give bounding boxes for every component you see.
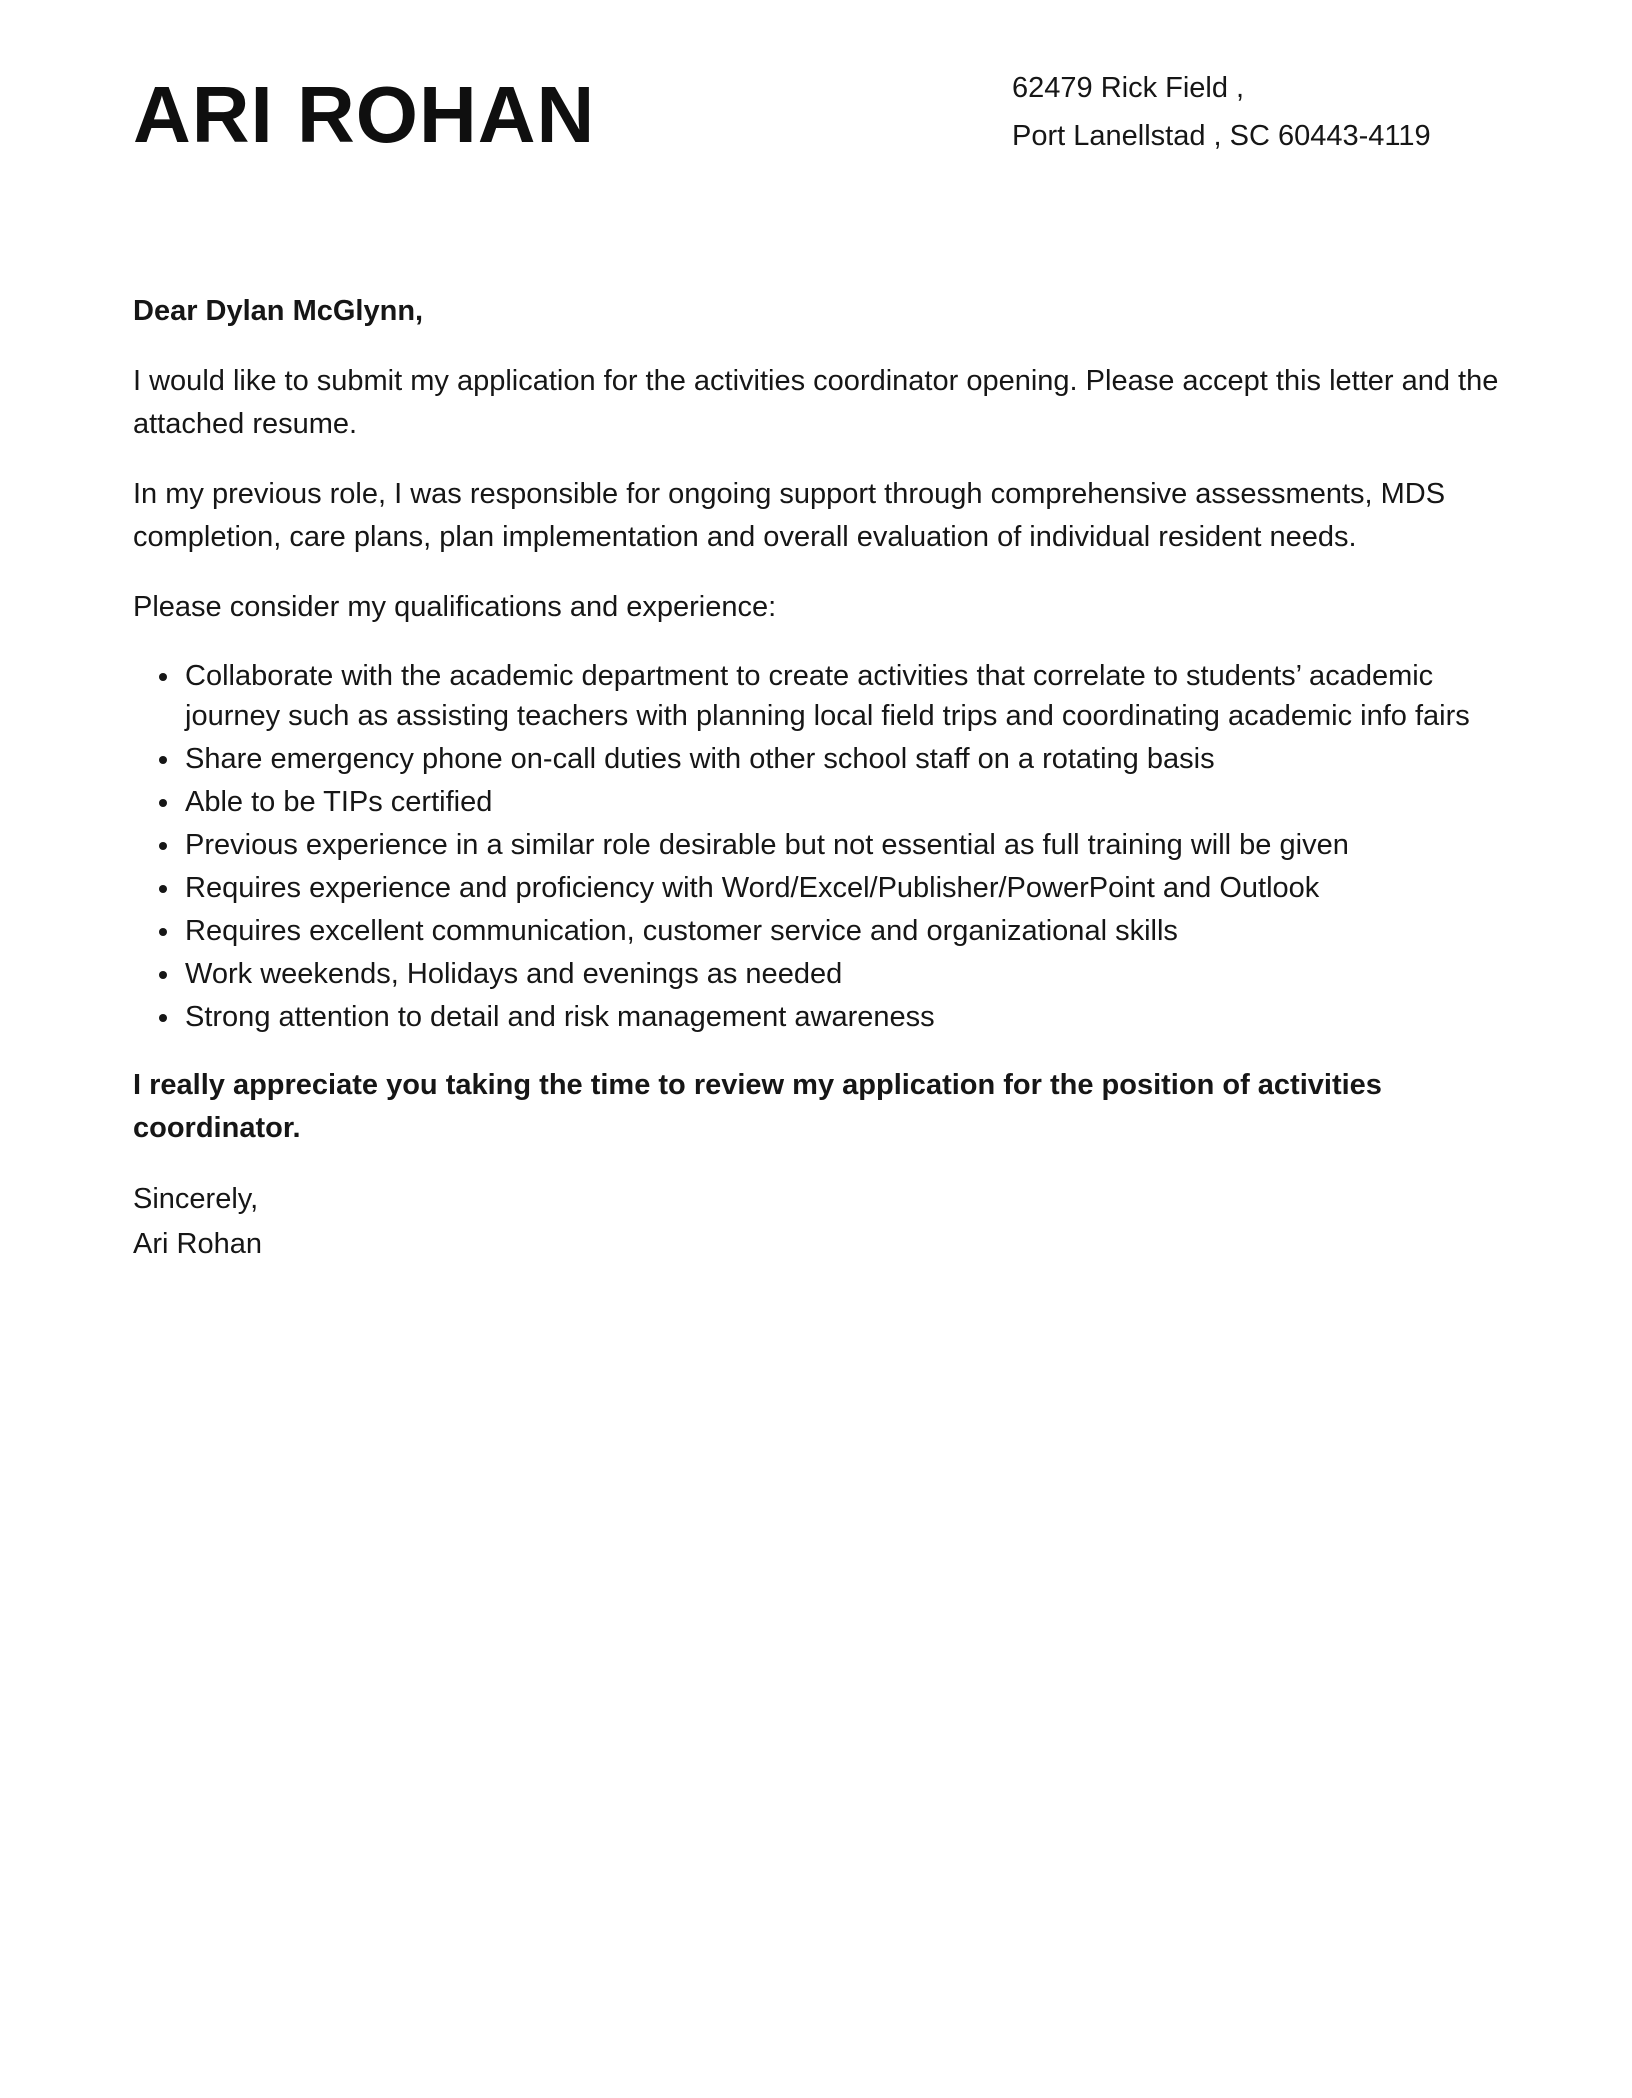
list-item: • Requires experience and proficiency with Word/Excel/Publisher/PowerPoint and Outlook (182, 868, 1499, 908)
list-item: • Able to be TIPs certified (182, 782, 1499, 822)
address-line-2: Port Lanellstad , SC 60443-4119 (1012, 120, 1431, 152)
list-item: • Requires excellent communication, customer service and organizational skills (182, 911, 1499, 951)
signoff: Sincerely, (133, 1183, 259, 1215)
closing-paragraph: I really appreciate you taking the time to review my application for the position of activities coordinator. (133, 1069, 1382, 1144)
qualifications-lead-in: Please consider my qualifications and experience: (133, 591, 777, 623)
list-item: • Previous experience in a similar role desirable but not essential as full training will be given (182, 825, 1499, 865)
list-item: • Share emergency phone on-call duties with other school staff on a rotating basis (182, 739, 1499, 779)
letter-body (133, 290, 1499, 1267)
list-item: • Collaborate with the academic department to create activities that correlate to students’ academic journey such as assisting teachers with planning local field trips and coordinating academic info fairs (182, 656, 1499, 736)
previous-role-paragraph: In my previous role, I was responsible for ongoing support through comprehensive assessments, MDS completion, care plans, plan implementation and overall evaluation of individual resident needs. (133, 478, 1446, 553)
letter-header (133, 58, 1499, 160)
signature-name: Ari Rohan (133, 1228, 262, 1260)
list-item: • Work weekends, Holidays and evenings as needed (182, 954, 1499, 994)
qualifications-list (133, 656, 1499, 1037)
salutation: Dear Dylan McGlynn, (133, 295, 424, 327)
list-item: • Strong attention to detail and risk management awareness (182, 997, 1499, 1037)
address-line-1: 62479 Rick Field , (1012, 72, 1245, 104)
intro-paragraph: I would like to submit my application for the activities coordinator opening. Please accept this letter and the attached resume. (133, 365, 1499, 440)
sender-address (1012, 58, 1499, 160)
sender-name: ARI ROHAN (133, 70, 596, 159)
